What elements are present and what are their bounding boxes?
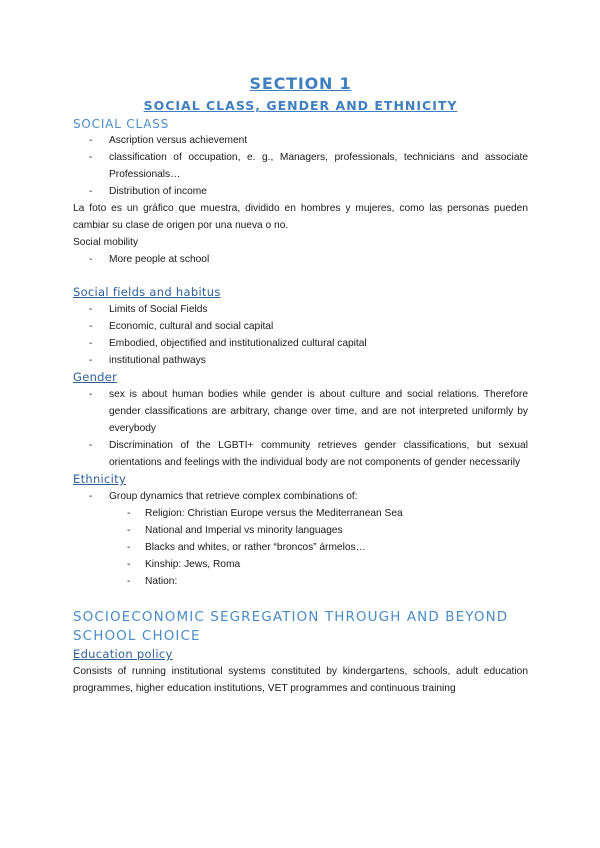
ethnicity-list	[73, 488, 528, 590]
social-class-heading: SOCIAL CLASS	[73, 117, 170, 131]
list-item: - Blacks and whites, or rather “broncos” ármelos…	[73, 539, 528, 556]
list-item: - Religion: Christian Europe versus the Mediterranean Sea	[73, 505, 528, 522]
social-mobility-label: Social mobility	[73, 237, 139, 248]
social-mobility-list	[73, 251, 528, 268]
section-subtitle: SOCIAL CLASS, GENDER AND ETHNICITY	[143, 98, 458, 113]
gender-list	[73, 386, 528, 471]
social-fields-list	[73, 301, 528, 369]
list-item: - Group dynamics that retrieve complex combinations of:	[73, 488, 528, 505]
list-item: - Limits of Social Fields	[73, 301, 528, 318]
list-item: - Ascription versus achievement	[73, 132, 528, 149]
ethnicity-heading: Ethnicity	[73, 472, 127, 486]
segregation-heading: SOCIOECONOMIC SEGREGATION THROUGH AND BEYOND SCHOOL CHOICE	[73, 609, 509, 644]
list-item: - Economic, cultural and social capital	[73, 318, 528, 335]
list-item: - National and Imperial vs minority languages	[73, 522, 528, 539]
list-item: - institutional pathways	[73, 352, 528, 369]
social-fields-heading: Social fields and habitus	[73, 285, 221, 299]
list-item: - Kinship: Jews, Roma	[73, 556, 528, 573]
list-item: - classification of occupation, e. g., Managers, professionals, technicians and associate Professionals…	[73, 149, 528, 183]
document-page	[73, 72, 528, 697]
list-item: - sex is about human bodies while gender is about culture and social relations. Therefore gender classifications are arbitrary, change over time, and are not interpreted uniformly by everybody	[73, 386, 528, 437]
list-item: - Embodied, objectified and institutionalized cultural capital	[73, 335, 528, 352]
section-title: SECTION 1	[249, 74, 352, 93]
gender-heading: Gender	[73, 370, 118, 384]
social-class-list	[73, 132, 528, 200]
education-policy-paragraph: Consists of running institutional systems constituted by kindergartens, schools, adult education programmes, higher education institutions, VET programmes and continuous training	[73, 666, 528, 694]
list-item: - More people at school	[73, 251, 528, 268]
list-item: - Nation:	[73, 573, 528, 590]
list-item: - Discrimination of the LGBTI+ community retrieves gender classifications, but sexual orientations and feelings with the individual body are not components of gender necessarily	[73, 437, 528, 471]
education-policy-heading: Education policy	[73, 647, 173, 661]
list-item: - Distribution of income	[73, 183, 528, 200]
social-class-paragraph: La foto es un gráfico que muestra, dividido en hombres y mujeres, como las personas pueden cambiar su clase de origen por una nueva o no.	[73, 203, 528, 231]
